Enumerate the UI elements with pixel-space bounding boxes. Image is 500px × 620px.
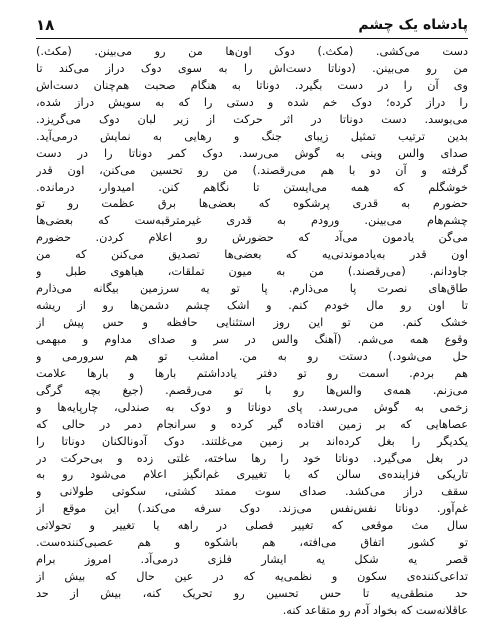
text-line: دست می‌کشی. (مکث.) دوک اون‌ها من رو می‌بینن. (مکث.) bbox=[36, 45, 468, 58]
text-line: چشم‌هام می‌بینن. ورودم به قدری غیرمترقبه‌ست که بعضی‌ها bbox=[36, 214, 468, 228]
text-line: اون قدر به‌یادموندنی‌یه که بعضی‌ها تصدیق می‌کنن که من bbox=[36, 248, 468, 262]
text-line: تو کشور اتفاق می‌افته، هم باشکوه و هم عصبی‌کننده‌ست. bbox=[36, 536, 468, 550]
text-line: خشک کنم. من تو این روز استثنایی حافظه و حس پیش از bbox=[36, 316, 468, 329]
text-line: حد منطقی‌یه تا حس تحسین رو تحریک کنه، بیش از حد bbox=[36, 587, 468, 600]
text-line: حل می‌شود.) دستت رو به من. امشب تو هم سرورمی و bbox=[36, 349, 468, 363]
page-header bbox=[36, 14, 468, 36]
text-line: سال مث موقعی که تغییر فصلی در راهه یا تغییر و تحولاتی bbox=[36, 519, 468, 533]
body-text bbox=[36, 44, 468, 620]
text-line: هم بردم. اسمت رو تو دفتر یادداشتم بارها و بارها علامت bbox=[36, 366, 468, 380]
text-line: عصاهایی که بر زمین افتاده گیر کرده و سرانجام دمر در حالی که bbox=[36, 417, 468, 431]
text-line: طاق‌های نصرت پا می‌ذارم. پا تو یه سرزمین بیگانه می‌ذارم bbox=[36, 282, 468, 296]
text-line: را دراز کرده؛ دوک خم شده و دستی را که به سویش دراز شده، bbox=[36, 95, 468, 109]
text-line: بدین ترتیب تمثیل زیبای جنگ و رهایی به نمایش درمی‌آید. bbox=[36, 129, 468, 143]
text-line: حضورم به قدری پرشکوه که بعضی‌ها برق عظمت رو تو bbox=[36, 197, 468, 211]
text-line: می‌بوسد. دست دوناتا در اثر حرکت از زیر لبان دوک می‌گریزد. bbox=[36, 112, 468, 126]
text-line: قصر یه شکل یه ایشار فلزی درمی‌آد. امروز برام bbox=[36, 553, 468, 567]
text-line: گرفته و آن دو با هم می‌رقصند.) من رو تحسین می‌کنن، اون قدر bbox=[36, 163, 468, 177]
text-line: می‌گن یادمون می‌آد که حضورش رو اعلام کردن. حضورم bbox=[36, 231, 468, 245]
text-line: در بغل می‌گیرد. دوناتا خود را رها ساخته، غلتی زده و بی‌حرکت در bbox=[36, 451, 468, 465]
text-line: می‌زنم. همه‌ی والس‌ها رو با تو می‌رقصم. (جیغ بچه گرگی bbox=[36, 383, 468, 397]
header-rule bbox=[36, 38, 468, 39]
text-line: یکدیگر را بغل کرده‌اند بر زمین می‌غلتند. دوک آدونالکنان دوناتا را bbox=[36, 434, 468, 448]
text-line: وقوع همه می‌شم. (آهنگ والس در سر و صدای مداوم و مبهمی bbox=[36, 332, 468, 346]
text-line: عاقلانه‌ست که بخواد آدم رو متقاعد کنه. bbox=[282, 603, 468, 617]
text-line: خوشگلم که همه می‌ایستن تا نگاهم کنن. امیدوار، درمانده. bbox=[36, 180, 468, 194]
text-line: غم‌آور. دوناتا نفس‌نفس می‌زند. دوک سرفه می‌کند.) این موقع از bbox=[36, 502, 468, 516]
text-line: وی آن را در دست بگیرد. دوناتا به هنگام صحبت هم‌چنان دست‌اش bbox=[36, 78, 468, 92]
text-line: تداعی‌کننده‌ی سکون و نظمی‌یه که در عین حال که بیش از bbox=[36, 570, 468, 584]
text-line: من رو می‌بینن. (دوناتا دست‌اش را به سوی دوک دراز می‌کند تا bbox=[36, 61, 468, 75]
text-line: جاودانم. (می‌رقصند.) من به میون تملقات، هیاهوی طبل و bbox=[36, 265, 468, 279]
text-line: تاریکی فزاینده‌ی سالن که با تغییری غم‌انگیز اعلام می‌شود رو به bbox=[36, 468, 468, 482]
text-line: صدای والس وینی به گوش می‌رسد. دوک کمر دوناتا را در دست bbox=[36, 146, 468, 160]
text-line: زخمی به گوش می‌رسد. پای دوناتا و دوک به صندلی، چارپایه‌ها و bbox=[36, 400, 468, 414]
page-number: ۱۸ bbox=[36, 16, 55, 34]
running-title: پادشاه یک چشم bbox=[358, 17, 468, 33]
text-line: سقف دراز می‌کشد. صدای سوت ممتد کشتی، سکوتی طولانی و bbox=[36, 485, 468, 499]
text-line: تا اون رو مال خودم کنم. و اشک چشم دشمن‌ها رو از ریشه bbox=[36, 299, 468, 313]
